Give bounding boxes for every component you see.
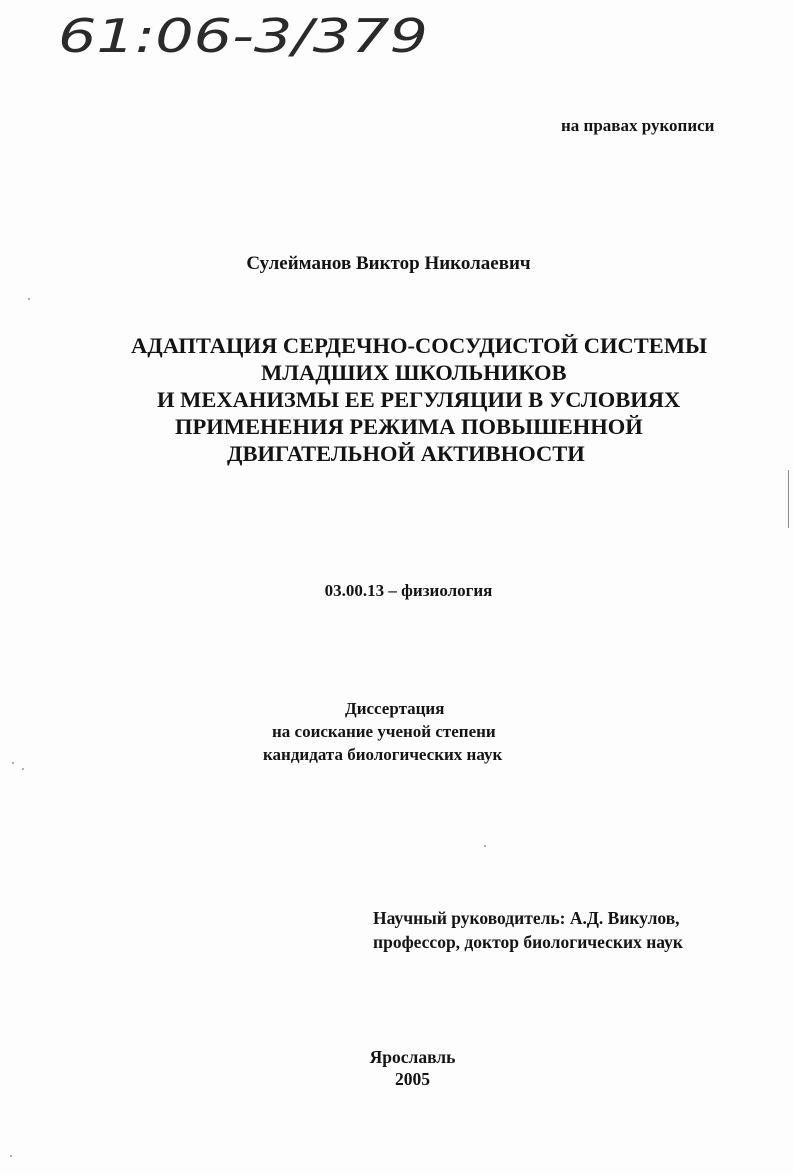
supervisor-line-2: профессор, доктор биологических наук — [373, 932, 683, 952]
degree-line-3: кандидата биологических наук — [263, 745, 503, 764]
title-line-3: И МЕХАНИЗМЫ ЕЕ РЕГУЛЯЦИИ В УСЛОВИЯХ — [157, 387, 681, 412]
city-name: Ярославль — [369, 1047, 456, 1067]
supervisor-block — [373, 906, 683, 954]
place-and-year — [16, 1046, 793, 1090]
handwritten-archive-code — [52, 4, 442, 70]
scan-speck — [12, 762, 14, 764]
scan-speck — [22, 768, 24, 770]
degree-line-1: Диссертация — [345, 699, 445, 718]
scan-edge-mark — [788, 470, 789, 528]
title-line-4: ПРИМЕНЕНИЯ РЕЖИМА ПОВЫШЕННОЙ — [175, 414, 643, 439]
title-line-2: МЛАДШИХ ШКОЛЬНИКОВ — [261, 360, 567, 385]
specialty-code: 03.00.13 – физиология — [324, 581, 493, 600]
degree-line-2: на соискание ученой степени — [272, 722, 496, 741]
scan-speck — [10, 1155, 12, 1157]
supervisor-line-1: Научный руководитель: А.Д. Викулов, — [373, 908, 680, 928]
title-line-1: АДАПТАЦИЯ СЕРДЕЧНО-СОСУДИСТОЙ СИСТЕМЫ — [131, 333, 708, 358]
scan-speck — [484, 845, 486, 847]
rights-note: на правах рукописи — [561, 116, 715, 135]
scan-speck — [28, 298, 30, 300]
author-name: Сулейманов Виктор Николаевич — [246, 253, 531, 274]
handwritten-code-text: 61:06-3/379 — [58, 9, 428, 63]
title-line-5: ДВИГАТЕЛЬНОЙ АКТИВНОСТИ — [227, 441, 585, 466]
year: 2005 — [395, 1069, 430, 1089]
